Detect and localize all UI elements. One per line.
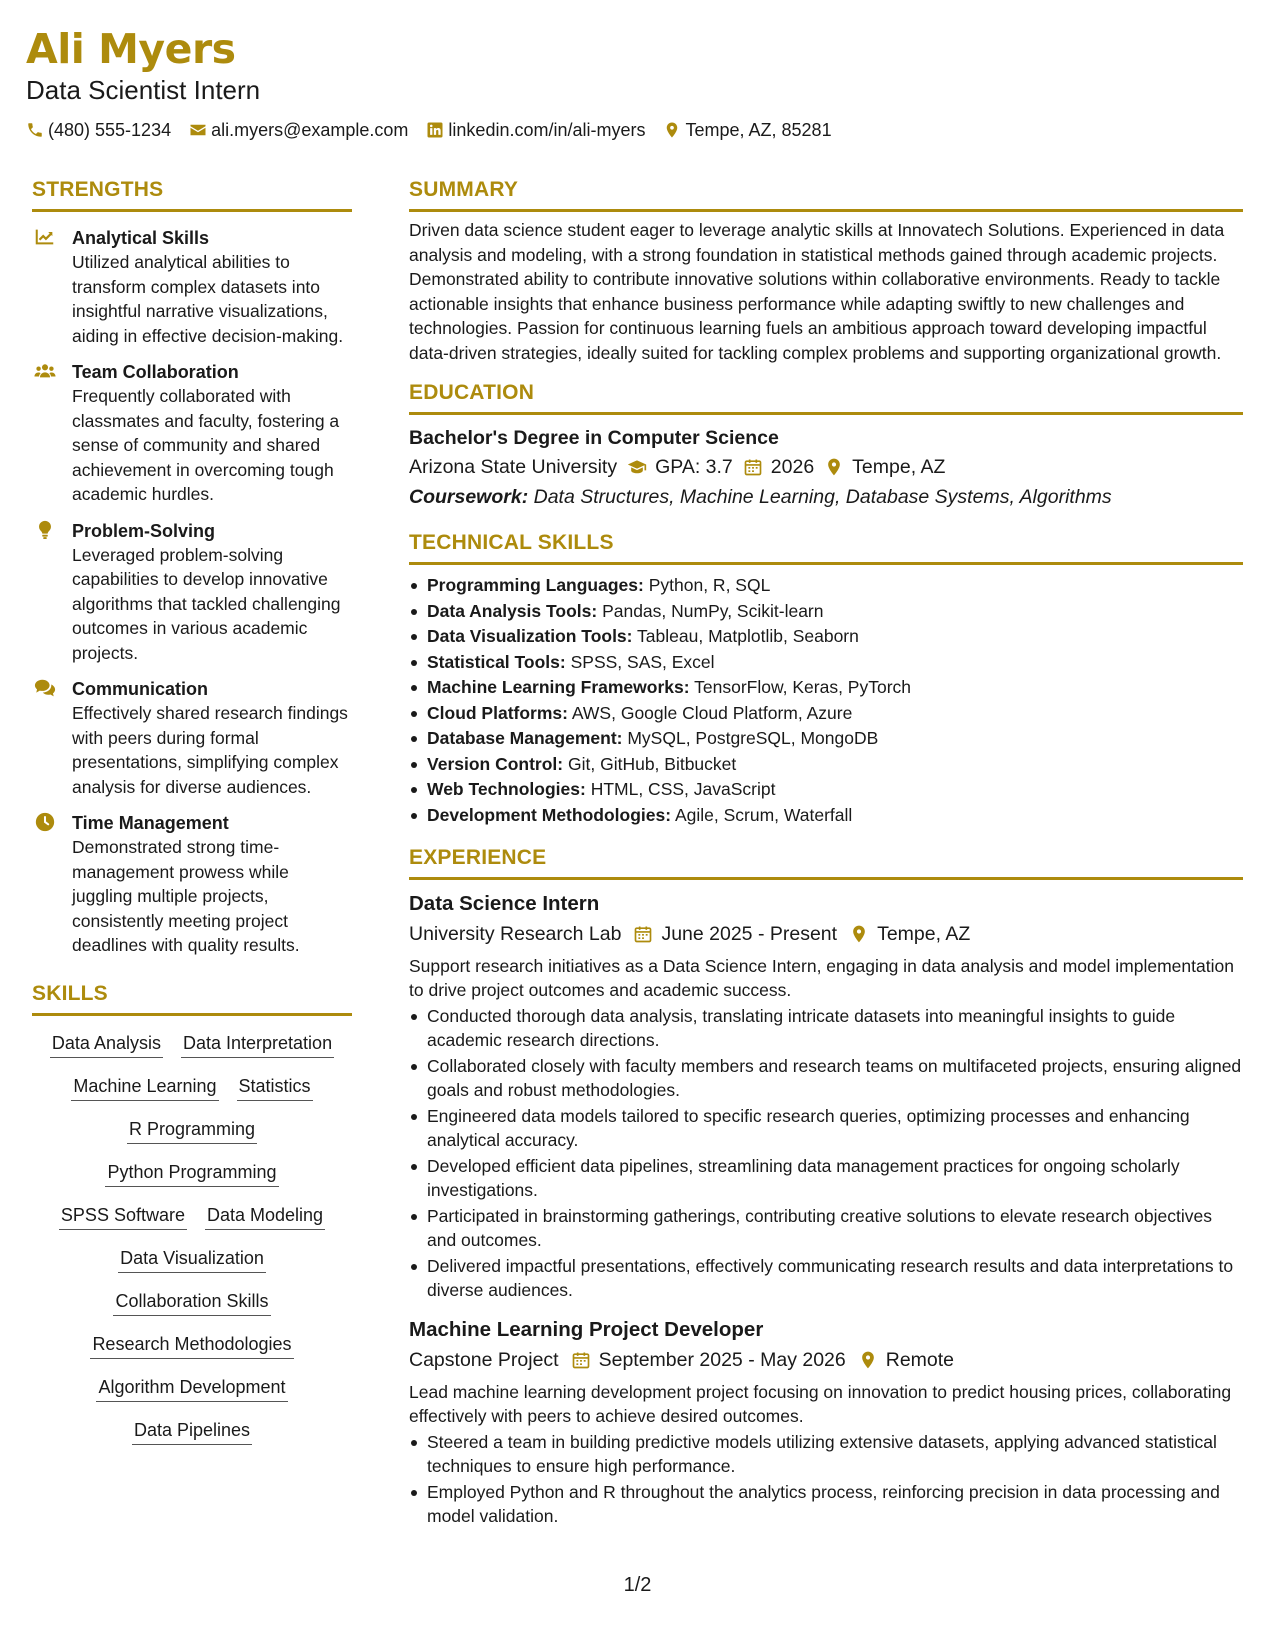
skill-label: Development Methodologies: xyxy=(427,804,672,825)
skill-row xyxy=(32,1374,352,1402)
job-meta xyxy=(409,920,1243,948)
email-text: ali.myers@example.com xyxy=(211,120,409,140)
job-title: Data Science Intern xyxy=(409,892,600,915)
contact-email[interactable] xyxy=(189,118,408,142)
skill-label: Data Analysis Tools: xyxy=(427,600,598,621)
comments-icon xyxy=(34,677,56,699)
map-pin-icon xyxy=(824,457,844,477)
skill-row xyxy=(32,1030,352,1058)
list-item xyxy=(409,675,1243,701)
strength-title: Time Management xyxy=(72,813,229,833)
skill-tag: Research Methodologies xyxy=(90,1331,293,1359)
strength-item xyxy=(32,811,352,958)
list-item xyxy=(409,701,1243,727)
education-heading: EDUCATION xyxy=(409,381,535,404)
skill-tag: Data Pipelines xyxy=(132,1417,252,1445)
skill-value: Tableau, Matplotlib, Seaborn xyxy=(637,626,859,646)
calendar-icon xyxy=(743,457,763,477)
strength-title: Communication xyxy=(72,679,209,699)
list-item xyxy=(409,803,1243,829)
candidate-name: Ali Myers xyxy=(26,25,236,73)
candidate-role: Data Scientist Intern xyxy=(26,75,261,105)
skill-row xyxy=(32,1245,352,1273)
skill-row xyxy=(32,1331,352,1359)
job-location: Remote xyxy=(885,1349,955,1371)
graduation-cap-icon xyxy=(627,457,647,477)
map-pin-icon xyxy=(849,924,869,944)
map-pin-icon xyxy=(663,121,681,139)
summary-text: Driven data science student eager to leverage analytic skills at Innovatech Solutions. Experienced in data analysis and modeling, with a strong foundation in statistical methods gained through academic projects. Demonstrated ability to contribute innovative solutions within collaborative environments. Ready to tackle actionable insights that enhance business performance while adapting swiftly to new challenges and technologies. Passion for continuous learning fuels an ambitious approach toward developing impactful data-driven strategies, ideally suited for tackling complex problems and supporting organizational growth. xyxy=(409,220,1225,363)
skill-row xyxy=(32,1073,352,1101)
technical-skills-heading: TECHNICAL SKILLS xyxy=(409,531,614,554)
skill-tag: Machine Learning xyxy=(71,1073,218,1101)
strength-item xyxy=(32,519,352,666)
skill-label: Data Visualization Tools: xyxy=(427,626,633,646)
phone-text: (480) 555-1234 xyxy=(48,120,172,140)
skill-row xyxy=(32,1417,352,1445)
job-summary: Lead machine learning development project focusing on innovation to predict housing prices, collaborating effectively with peers to achieve desired outcomes. xyxy=(409,1382,1232,1426)
section-divider xyxy=(32,209,352,212)
skill-tag: Statistics xyxy=(237,1073,313,1101)
coursework-line xyxy=(409,483,1243,511)
skill-label: Version Control: xyxy=(427,753,564,774)
strength-item xyxy=(32,360,352,507)
section-divider xyxy=(409,562,1243,565)
right-column xyxy=(409,176,1243,1528)
strength-desc: Utilized analytical abilities to transform complex datasets into insightful narrative visualizations, aiding in effective decision-making. xyxy=(72,252,344,346)
location-text: Tempe, AZ, 85281 xyxy=(685,120,832,140)
job-dates: June 2025 - Present xyxy=(661,923,838,945)
skill-value: SPSS, SAS, Excel xyxy=(570,651,715,672)
calendar-icon xyxy=(633,924,653,944)
linkedin-icon xyxy=(426,121,444,139)
list-item xyxy=(409,650,1243,676)
contact-bar xyxy=(26,118,1246,142)
list-item xyxy=(409,573,1243,599)
strength-title: Team Collaboration xyxy=(72,362,239,382)
strengths-heading: STRENGTHS xyxy=(32,178,164,201)
job-org: University Research Lab xyxy=(409,923,622,945)
contact-linkedin[interactable] xyxy=(426,118,645,142)
experience-heading: EXPERIENCE xyxy=(409,846,547,869)
job-bullets xyxy=(409,1004,1243,1302)
list-item: Delivered impactful presentations, effectively communicating research results and data interpretations to diverse audiences. xyxy=(409,1254,1243,1302)
strength-item xyxy=(32,677,352,799)
skill-tag: Data Visualization xyxy=(118,1245,266,1273)
section-divider xyxy=(409,209,1243,212)
skill-value: TensorFlow, Keras, PyTorch xyxy=(694,677,912,697)
skill-tag: Data Interpretation xyxy=(181,1030,334,1058)
calendar-icon xyxy=(571,1350,591,1370)
section-divider xyxy=(409,877,1243,880)
skill-value: Python, R, SQL xyxy=(648,575,771,595)
strength-desc: Effectively shared research findings with peers during formal presentations, simplifying complex analysis for diverse audiences. xyxy=(72,703,348,797)
skill-tag: R Programming xyxy=(127,1116,257,1144)
list-item: Employed Python and R throughout the analytics process, reinforcing precision in data processing and model validation. xyxy=(409,1480,1243,1528)
job-title: Machine Learning Project Developer xyxy=(409,1318,764,1341)
strength-desc: Demonstrated strong time-management prowess while juggling multiple projects, consistently meeting project deadlines with quality results. xyxy=(72,837,300,955)
skill-row xyxy=(32,1288,352,1316)
list-item: Engineered data models tailored to specific research queries, optimizing processes and enhancing analytical accuracy. xyxy=(409,1104,1243,1152)
users-icon xyxy=(34,360,56,382)
strength-title: Analytical Skills xyxy=(72,228,210,248)
job-location: Tempe, AZ xyxy=(877,923,971,945)
skill-row xyxy=(32,1159,352,1187)
skill-value: MySQL, PostgreSQL, MongoDB xyxy=(627,728,879,748)
skill-tag: SPSS Software xyxy=(59,1202,187,1230)
job-dates: September 2025 - May 2026 xyxy=(598,1349,846,1371)
skill-row xyxy=(32,1116,352,1144)
skill-tag: Collaboration Skills xyxy=(113,1288,270,1316)
list-item: Participated in brainstorming gatherings, contributing creative solutions to elevate research objectives and outcomes. xyxy=(409,1204,1243,1252)
list-item xyxy=(409,726,1243,752)
job-org: Capstone Project xyxy=(409,1349,559,1371)
linkedin-text: linkedin.com/in/ali-myers xyxy=(448,120,646,140)
skill-label: Web Technologies: xyxy=(427,779,586,799)
skills-list xyxy=(32,1030,352,1445)
skill-label: Programming Languages: xyxy=(427,575,644,595)
strength-desc: Leveraged problem-solving capabilities to develop innovative algorithms that tackled challenging outcomes in various academic projects. xyxy=(72,544,341,663)
job-bullets xyxy=(409,1430,1243,1528)
section-divider xyxy=(409,412,1243,415)
list-item: Conducted thorough data analysis, translating intricate datasets into meaningful insights to guide academic research directions. xyxy=(409,1004,1243,1052)
job-summary: Support research initiatives as a Data Science Intern, engaging in data analysis and model implementation to drive project outcomes and academic success. xyxy=(409,956,1234,1000)
degree-title: Bachelor's Degree in Computer Science xyxy=(409,427,779,449)
chart-line-icon xyxy=(34,226,56,248)
contact-phone xyxy=(26,118,171,142)
skill-value: Pandas, NumPy, Scikit-learn xyxy=(602,600,824,621)
skill-tag: Data Modeling xyxy=(205,1202,325,1230)
strength-title: Problem-Solving xyxy=(72,520,216,541)
lightbulb-icon xyxy=(34,519,56,541)
envelope-icon xyxy=(189,121,207,139)
strength-desc: Frequently collaborated with classmates and faculty, fostering a sense of community and shared achievement in overcoming tough academic hurdles. xyxy=(72,386,340,504)
phone-icon xyxy=(26,121,44,139)
map-pin-icon xyxy=(858,1350,878,1370)
strength-item xyxy=(32,226,352,348)
section-divider xyxy=(32,1013,352,1016)
summary-heading: SUMMARY xyxy=(409,178,519,201)
contact-location xyxy=(663,118,831,142)
education-location: Tempe, AZ xyxy=(852,456,946,478)
skill-tag: Data Analysis xyxy=(50,1030,163,1058)
skills-heading: SKILLS xyxy=(32,981,108,1005)
skill-value: AWS, Google Cloud Platform, Azure xyxy=(571,702,853,723)
list-item xyxy=(409,599,1243,625)
skill-value: Git, GitHub, Bitbucket xyxy=(568,753,737,774)
skill-value: Agile, Scrum, Waterfall xyxy=(674,804,853,825)
graduation-year: 2026 xyxy=(770,456,815,478)
skill-label: Machine Learning Frameworks: xyxy=(427,677,690,697)
list-item xyxy=(409,752,1243,778)
skill-tag: Algorithm Development xyxy=(96,1374,287,1402)
school-name: Arizona State University xyxy=(409,456,618,478)
left-column xyxy=(32,176,352,1460)
skill-label: Cloud Platforms: xyxy=(427,702,568,723)
skill-row xyxy=(32,1202,352,1230)
list-item: Collaborated closely with faculty members and research teams on multifaceted projects, ensuring aligned goals and robust methodologies. xyxy=(409,1054,1243,1102)
list-item xyxy=(409,624,1243,650)
list-item xyxy=(409,777,1243,803)
education-meta xyxy=(409,453,1243,481)
skill-label: Statistical Tools: xyxy=(427,651,566,672)
skill-tag: Python Programming xyxy=(105,1159,278,1187)
coursework-label: Coursework: xyxy=(409,486,529,508)
clock-icon xyxy=(34,811,56,833)
job-meta xyxy=(409,1346,1243,1374)
resume-header xyxy=(26,24,1246,142)
skill-value: HTML, CSS, JavaScript xyxy=(590,779,776,799)
list-item: Steered a team in building predictive models utilizing extensive datasets, applying advanced statistical techniques to ensure high performance. xyxy=(409,1430,1243,1478)
page-number: 1/2 xyxy=(623,1574,652,1596)
technical-skills-list xyxy=(409,573,1243,828)
gpa-text: GPA: 3.7 xyxy=(655,456,733,478)
coursework-list: Data Structures, Machine Learning, Database Systems, Algorithms xyxy=(533,486,1112,508)
skill-label: Database Management: xyxy=(427,728,623,748)
list-item: Developed efficient data pipelines, streamlining data management practices for ongoing scholarly investigations. xyxy=(409,1154,1243,1202)
